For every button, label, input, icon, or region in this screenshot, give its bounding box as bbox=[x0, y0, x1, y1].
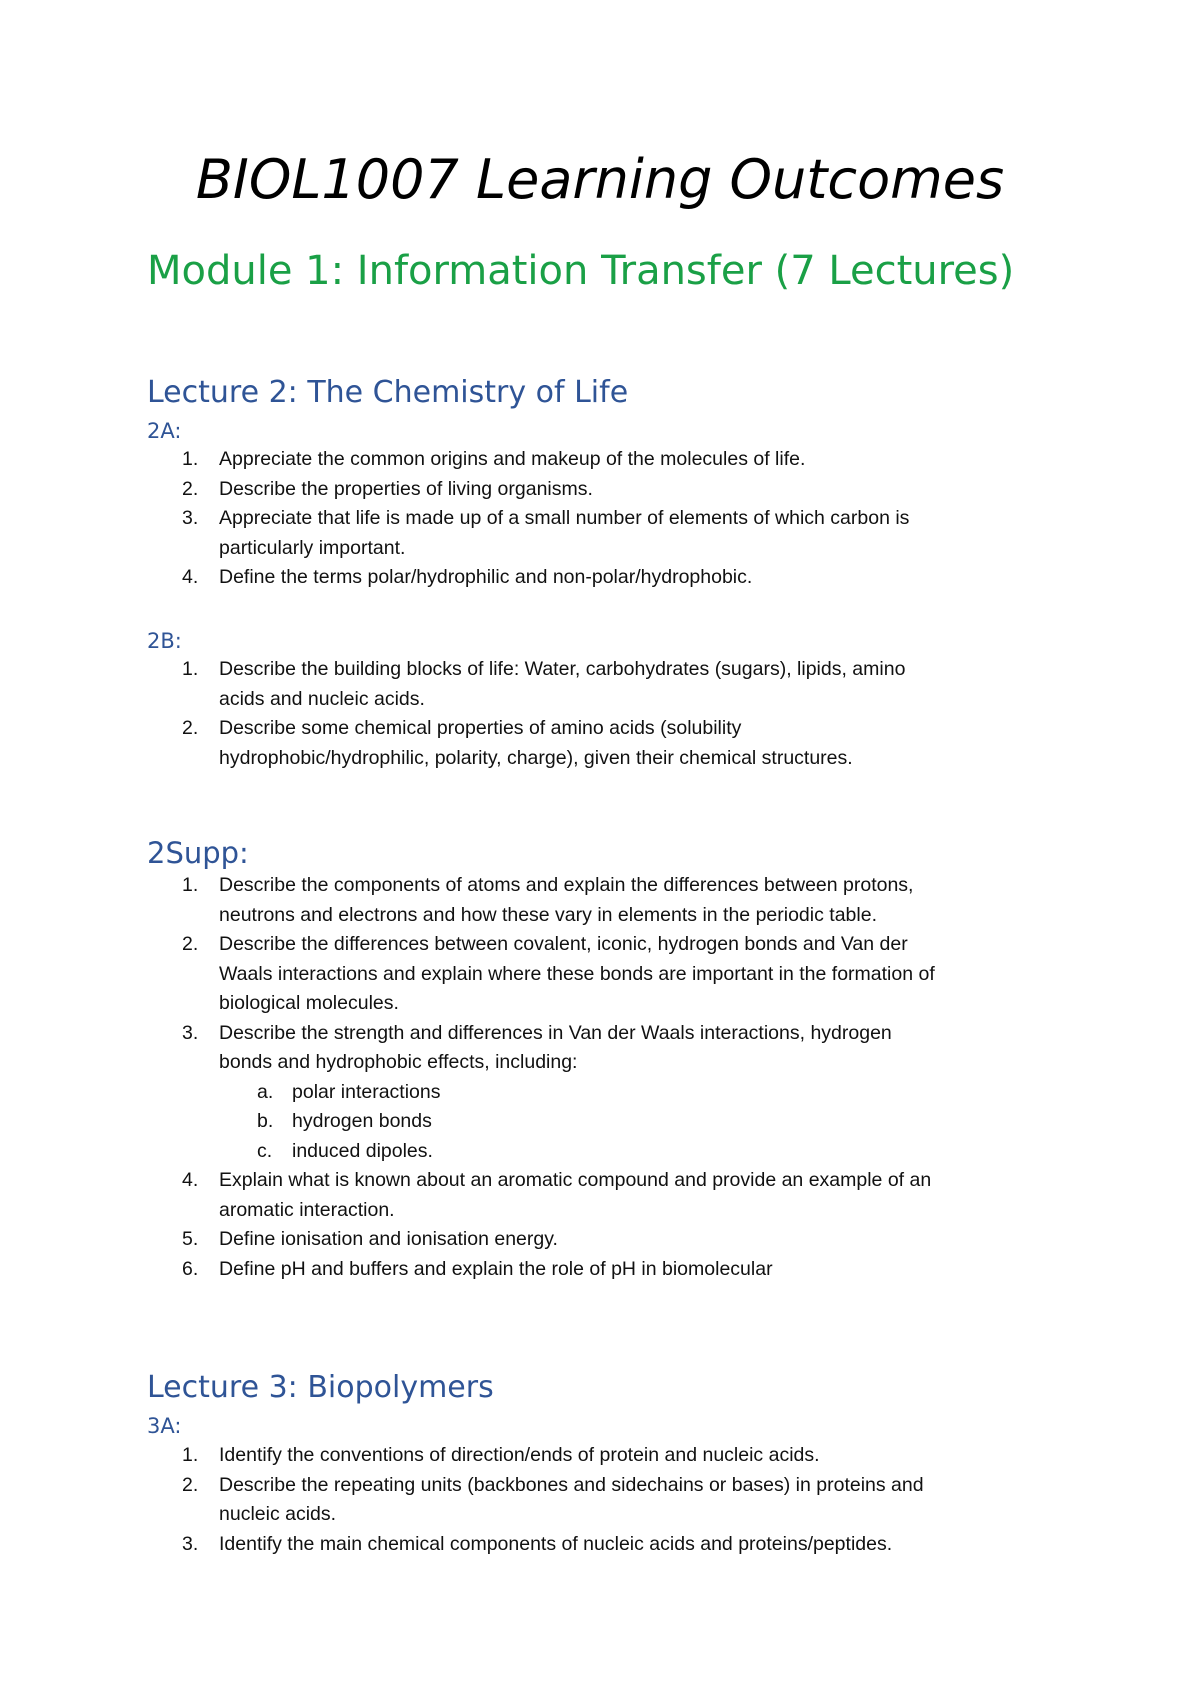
section-2supp-list bbox=[0, 871, 939, 1284]
list-item bbox=[0, 475, 939, 505]
list-item-text: Describe the properties of living organisms. bbox=[219, 477, 593, 500]
list-item-text: Define pH and buffers and explain the role of pH in biomolecular bbox=[219, 1257, 773, 1280]
list-item bbox=[0, 1166, 939, 1225]
list-item bbox=[0, 445, 939, 475]
list-marker: 1. bbox=[182, 448, 199, 470]
sub-list-item bbox=[219, 1078, 892, 1108]
section-3a-label: 3A: bbox=[147, 1414, 182, 1438]
section-3a-list bbox=[0, 1441, 939, 1559]
list-marker: 3. bbox=[182, 1532, 199, 1555]
list-item bbox=[0, 1530, 939, 1560]
list-item bbox=[0, 1225, 939, 1255]
sub-list-marker: a. bbox=[257, 1080, 274, 1103]
list-item-text: Identify the main chemical components of nucleic acids and proteins/peptides. bbox=[219, 1532, 893, 1555]
list-item bbox=[0, 563, 939, 593]
list-item bbox=[0, 1471, 939, 1530]
list-item-text: Describe some chemical properties of amino acids (solubility hydrophobic/hydrophilic, polarity, charge), given their chemical structures. bbox=[219, 717, 853, 769]
list-item bbox=[0, 504, 939, 563]
list-marker: 6. bbox=[182, 1257, 199, 1280]
sub-list-marker: b. bbox=[257, 1110, 274, 1132]
list-item-text: Describe the components of atoms and explain the differences between protons, neutrons and electrons and how these vary in elements in the periodic table. bbox=[219, 874, 914, 926]
sub-list-item bbox=[219, 1137, 892, 1167]
list-marker: 4. bbox=[182, 566, 199, 588]
list-item-text: Describe the strength and differences in Van der Waals interactions, hydrogen bonds and hydrophobic effects, including: bbox=[219, 1021, 892, 1073]
section-2b-label: 2B: bbox=[147, 629, 182, 653]
list-item-text: Appreciate that life is made up of a small number of elements of which carbon is particularly important. bbox=[219, 507, 910, 559]
list-item-text: Describe the differences between covalent, iconic, hydrogen bonds and Van der Waals interactions and explain where these bonds are important in the formation of biological molecules. bbox=[219, 933, 935, 1014]
section-2a-label: 2A: bbox=[147, 419, 182, 443]
list-marker: 2. bbox=[182, 933, 199, 955]
section-2b-list bbox=[0, 655, 939, 773]
list-marker: 2. bbox=[182, 1473, 199, 1496]
list-marker: 1. bbox=[182, 874, 199, 896]
list-item bbox=[0, 1019, 939, 1167]
list-marker: 3. bbox=[182, 1021, 199, 1044]
list-marker: 1. bbox=[182, 1444, 199, 1466]
list-marker: 2. bbox=[182, 717, 199, 739]
document-title: BIOL1007 Learning Outcomes bbox=[195, 148, 1005, 211]
list-marker: 4. bbox=[182, 1169, 199, 1191]
section-2supp-label: 2Supp: bbox=[147, 836, 249, 870]
module-heading: Module 1: Information Transfer (7 Lectures) bbox=[147, 248, 1015, 294]
list-item-text: Appreciate the common origins and makeup of the molecules of life. bbox=[219, 448, 806, 470]
sub-list-marker: c. bbox=[257, 1139, 273, 1162]
lecture-2-heading: Lecture 2: The Chemistry of Life bbox=[147, 375, 629, 410]
list-item-text: Identify the conventions of direction/ends of protein and nucleic acids. bbox=[219, 1444, 820, 1466]
list-item-text: Define the terms polar/hydrophilic and non-polar/hydrophobic. bbox=[219, 566, 753, 588]
list-item-text: Define ionisation and ionisation energy. bbox=[219, 1228, 558, 1250]
list-item-text: Describe the building blocks of life: Water, carbohydrates (sugars), lipids, amino acids and nucleic acids. bbox=[219, 658, 906, 710]
list-item bbox=[0, 1441, 939, 1471]
list-marker: 3. bbox=[182, 507, 199, 529]
list-marker: 5. bbox=[182, 1228, 199, 1250]
list-item bbox=[0, 1255, 939, 1285]
sub-list-item-text: polar interactions bbox=[292, 1080, 441, 1103]
list-marker: 2. bbox=[182, 477, 199, 500]
lecture-3-heading: Lecture 3: Biopolymers bbox=[147, 1370, 494, 1405]
list-item bbox=[0, 930, 939, 1019]
list-item-text: Describe the repeating units (backbones and sidechains or bases) in proteins and nucleic acids. bbox=[219, 1473, 924, 1525]
list-item bbox=[0, 871, 939, 930]
section-2a-list bbox=[0, 445, 939, 593]
sub-list-item-text: induced dipoles. bbox=[292, 1139, 433, 1162]
sub-list bbox=[219, 1078, 939, 1167]
list-item bbox=[0, 655, 939, 714]
list-item bbox=[0, 714, 939, 773]
list-marker: 1. bbox=[182, 658, 199, 680]
sub-list-item bbox=[219, 1107, 892, 1137]
sub-list-item-text: hydrogen bonds bbox=[292, 1110, 432, 1132]
list-item-text: Explain what is known about an aromatic compound and provide an example of an aromatic interaction. bbox=[219, 1169, 932, 1221]
